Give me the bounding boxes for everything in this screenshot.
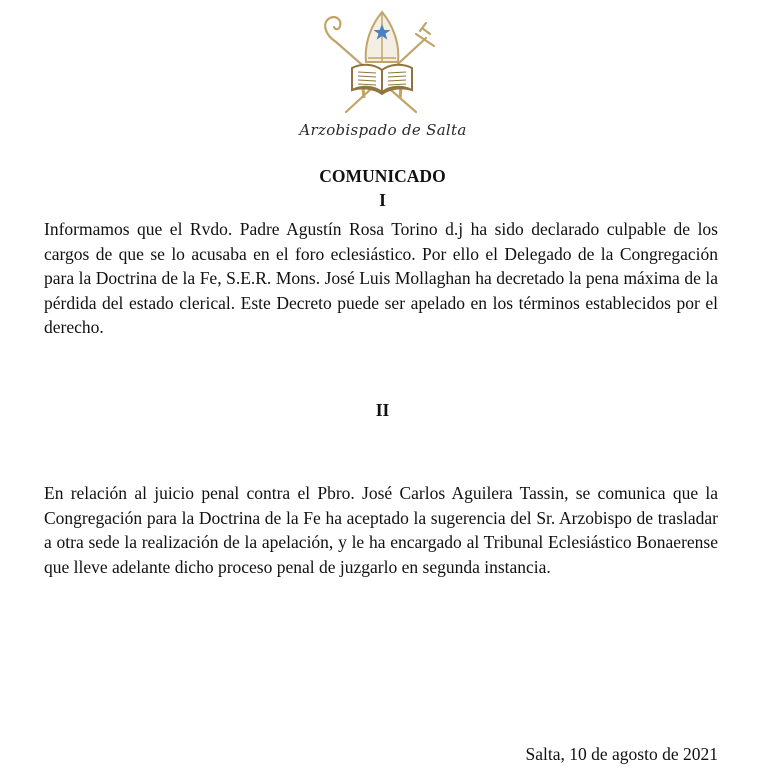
- archdiocese-coat-of-arms-logo: [318, 6, 446, 118]
- section-1-numeral: I: [379, 190, 386, 210]
- open-book-icon: [352, 65, 412, 94]
- section-2-numeral: II: [375, 400, 390, 420]
- section-2-paragraph: En relación al juicio penal contra el Pbro. José Carlos Aguilera Tassin, se comunica que la Congregación para la Doctrina de la Fe ha aceptado la sugerencia del Sr. Arzobispo de trasladar a otra sede la realización de la apelación, y le ha encargado al Tribunal Eclesiástico Bonaerense que lleve adelante dicho proceso penal de juzgarlo en segunda instancia.: [44, 483, 718, 577]
- section-1-paragraph: Informamos que el Rvdo. Padre Agustín Rosa Torino d.j ha sido declarado culpable de los cargos de que se lo acusaba en el foro eclesiástico. Por ello el Delegado de la Congregación para la Doctrina de la Fe, S.E.R. Mons. José Luis Mollaghan ha decretado la pena máxima de la pérdida del estado clerical. Este Decreto puede ser apelado en los términos establecidos por el derecho.: [44, 219, 718, 338]
- logo-caption: Arzobispado de Salta: [299, 121, 467, 139]
- crosier-crook: [325, 17, 340, 42]
- mitre-icon: [366, 12, 399, 62]
- document-title: COMUNICADO: [319, 166, 446, 186]
- place-and-date: Salta, 10 de agosto de 2021: [525, 744, 718, 764]
